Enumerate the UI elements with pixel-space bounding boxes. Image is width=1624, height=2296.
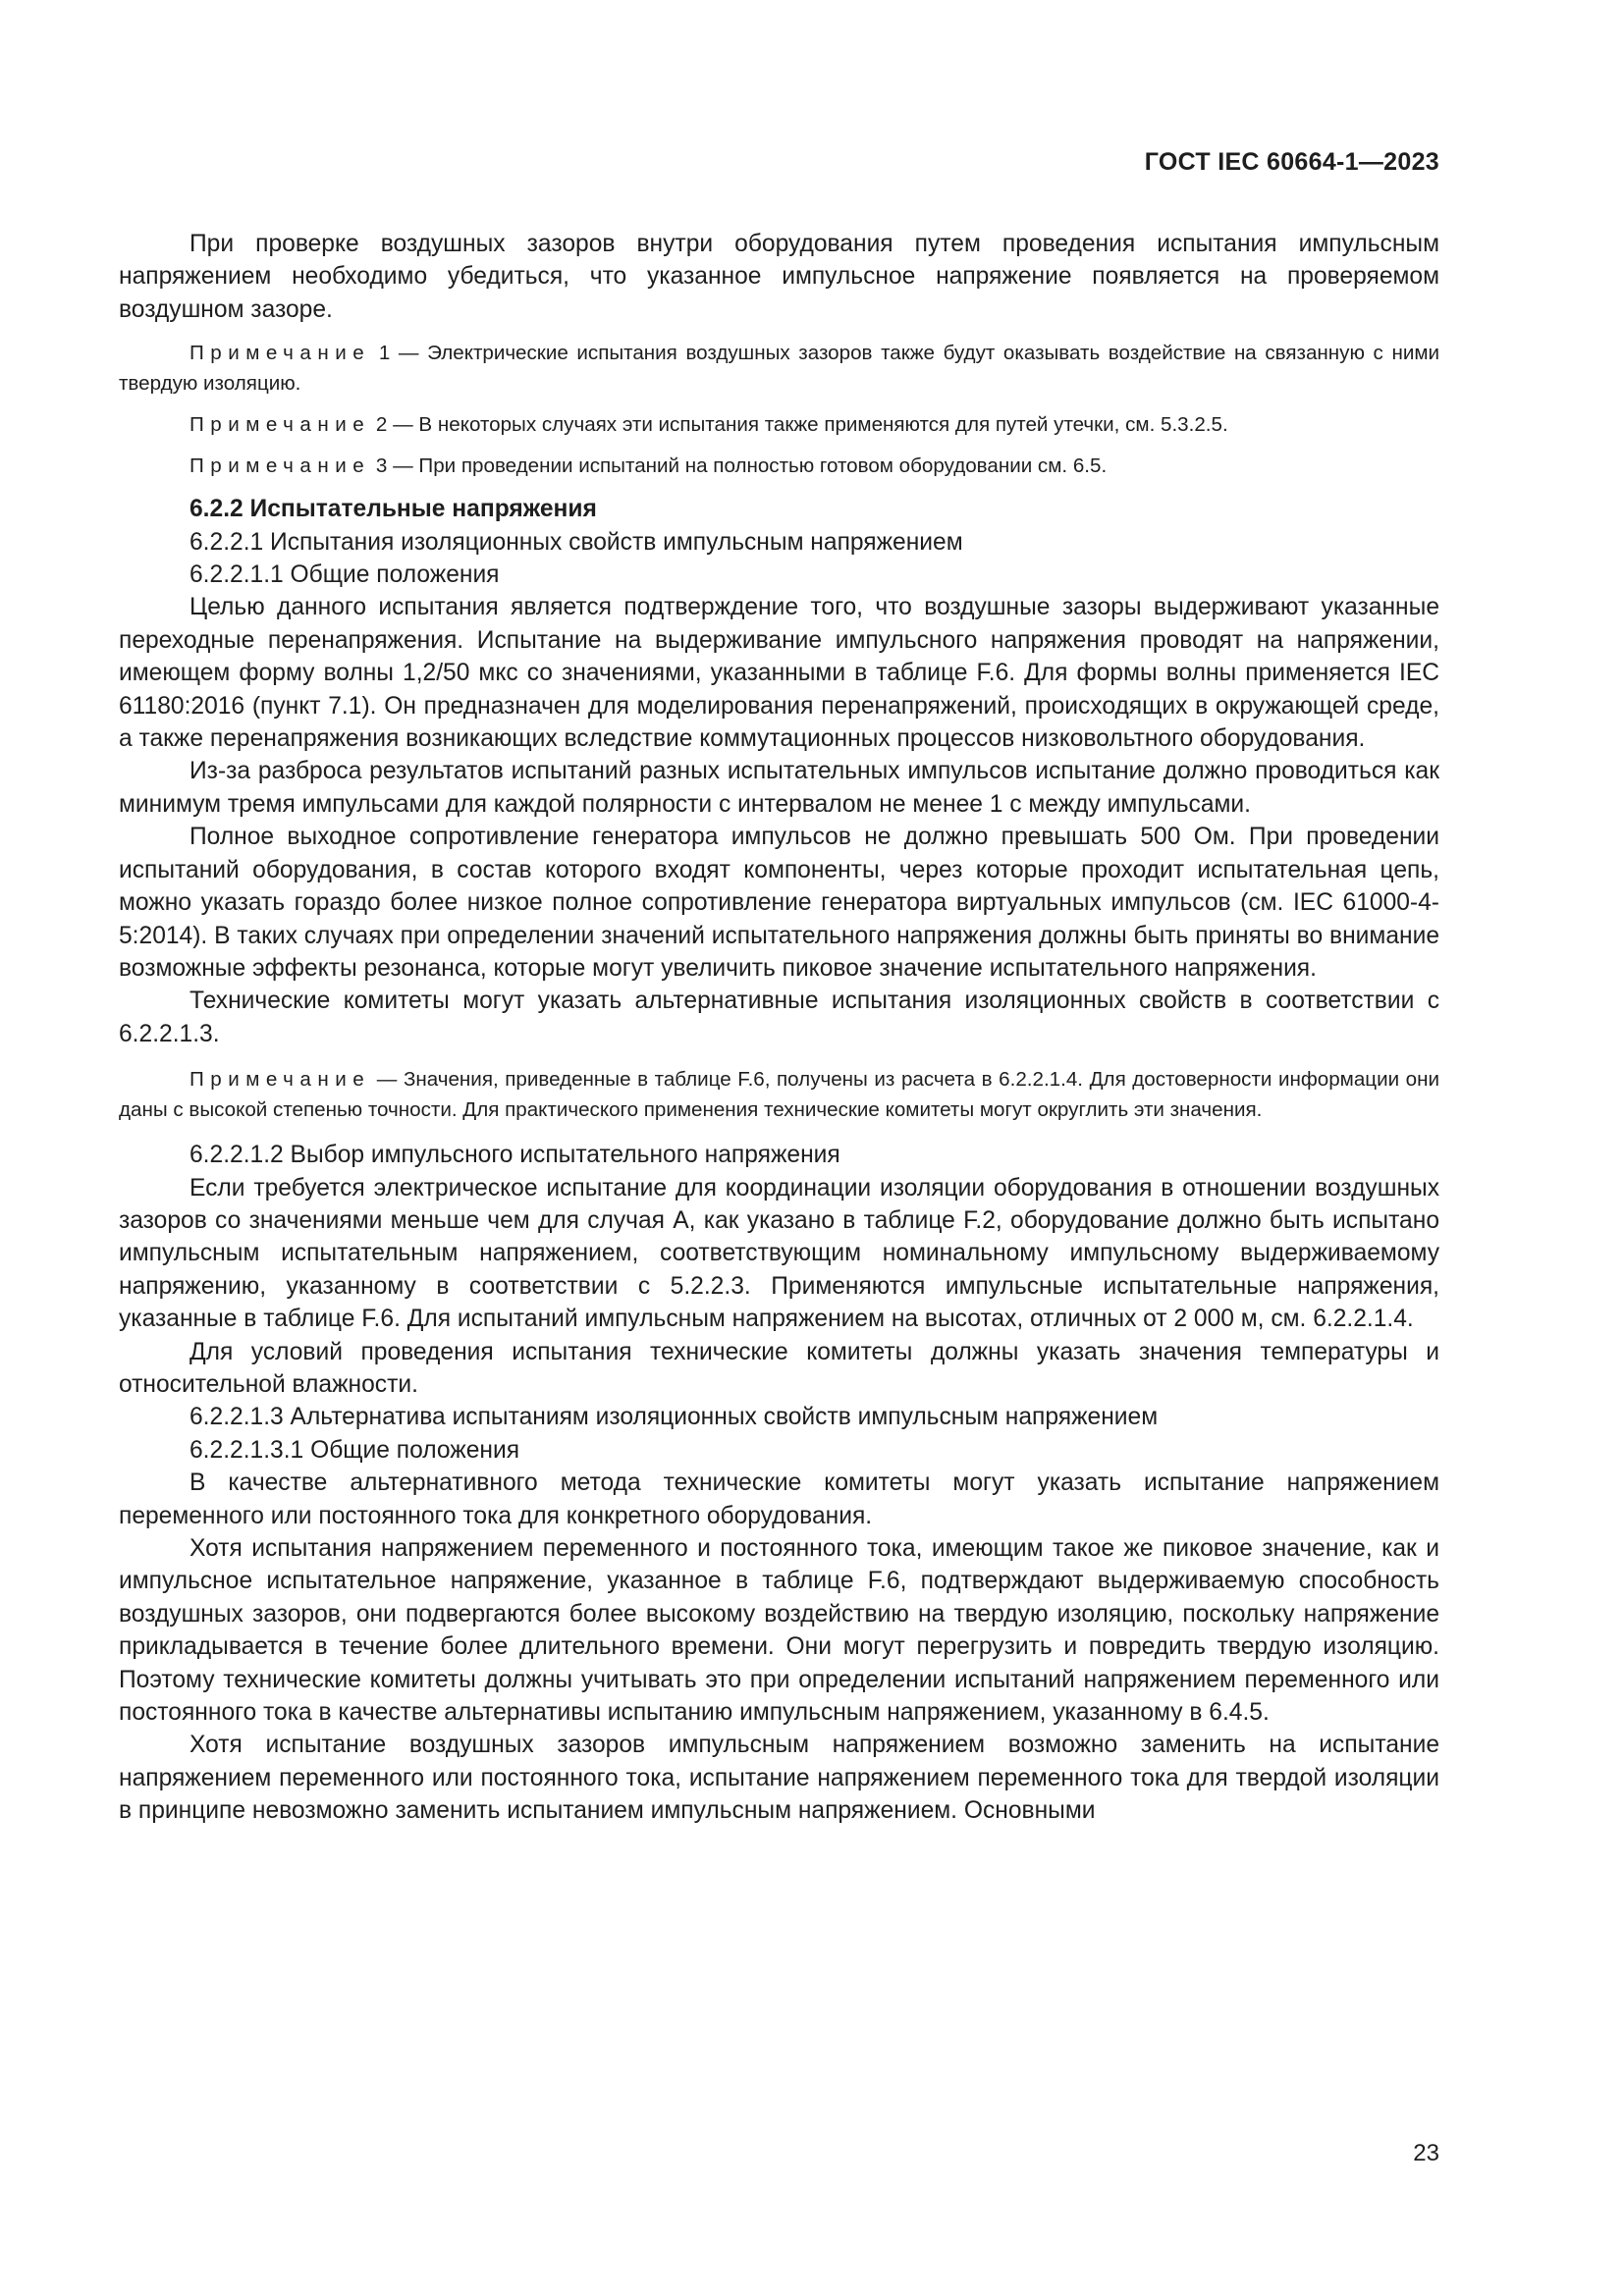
subsection-heading: 6.2.2.1.1 Общие положения	[189, 561, 500, 589]
paragraph: В качестве альтернативного метода технические комитеты могут указать испытание напряжением переменного или постоянного тока для конкретного оборудования.	[119, 1469, 1439, 1529]
note-text: 1 — Электрические испытания воздушных зазоров также будут оказывать воздействие на связанную с ними твердую изоляцию.	[119, 342, 1439, 396]
note-label: Примечание	[189, 454, 371, 478]
paragraph: Из-за разброса результатов испытаний разных испытательных импульсов испытание должно проводиться как минимум тремя импульсами для каждой полярности с интервалом не менее 1 с между импульсами.	[119, 758, 1439, 818]
note	[119, 409, 1439, 440]
paragraph: Технические комитеты могут указать альтернативные испытания изоляционных свойств в соответствии с 6.2.2.1.3.	[119, 988, 1439, 1047]
note-label: Примечание	[189, 1068, 371, 1092]
paragraph: Целью данного испытания является подтверждение того, что воздушные зазоры выдерживают указанные переходные перенапряжения. Испытание на выдерживание импульсного напряжения проводят на напряжении, имеющем форму волны 1,2/50 мкс со значениями, указанными в таблице F.6. Для формы волны применяется IEC 61180:2016 (пункт 7.1). Он предназначен для моделирования перенапряжений, происходящих в окружающей среде, а также перенапряжения возникающих вследствие коммутационных процессов низковольтного оборудования.	[119, 594, 1439, 753]
standard-designation: ГОСТ IEC 60664-1—2023	[1144, 148, 1439, 176]
subsection-heading: 6.2.2.1.3.1 Общие положения	[189, 1436, 520, 1464]
page-content	[119, 228, 1439, 1828]
paragraph: При проверке воздушных зазоров внутри оборудования путем проведения испытания импульсным напряжением необходимо убедиться, что указанное импульсное напряжение появляется на проверяемом воздушном зазоре.	[119, 231, 1439, 323]
note-text: 3 — При проведении испытаний на полностью готовом оборудовании см. 6.5.	[370, 454, 1108, 478]
note	[119, 451, 1439, 481]
paragraph: Если требуется электрическое испытание для координации изоляции оборудования в отношении воздушных зазоров со значениями меньше чем для случая А, как указано в таблице F.2, оборудование должно быть испытано импульсным испытательным напряжением, соответствующим номинальному импульсному выдерживаемому напряжению, указанному в соответствии с 5.2.2.3. Применяются импульсные испытательные напряжения, указанные в таблице F.6. Для испытаний импульсным напряжением на высотах, отличных от 2 000 м, см. 6.2.2.1.4.	[119, 1174, 1439, 1333]
note	[119, 338, 1439, 399]
section-heading: 6.2.2 Испытательные напряжения	[189, 496, 597, 523]
page-number: 23	[1413, 2140, 1439, 2166]
paragraph: Для условий проведения испытания технические комитеты должны указать значения температуры и относительной влажности.	[119, 1338, 1439, 1398]
subsection-heading: 6.2.2.1.2 Выбор импульсного испытательного напряжения	[189, 1142, 840, 1169]
note-text: 2 — В некоторых случаях эти испытания также применяются для путей утечки, см. 5.3.2.5.	[370, 413, 1228, 437]
paragraph: Хотя испытание воздушных зазоров импульсным напряжением возможно заменить на испытание напряжением переменного или постоянного тока, испытание напряжением переменного тока для твердой изоляции в принципе невозможно заменить испытанием импульсным напряжением. Основными	[119, 1732, 1439, 1825]
note	[119, 1064, 1439, 1125]
note-label: Примечание	[189, 342, 371, 365]
paragraph: Хотя испытания напряжением переменного и постоянного тока, имеющим такое же пиковое значение, как и импульсное испытательное напряжение, указанное в таблице F.6, подтверждают выдерживаемую способность воздушных зазоров, они подвергаются более высокому воздействию на твердую изоляцию, поскольку напряжение прикладывается в течение более длительного времени. Они могут перегрузить и повредить твердую изоляцию. Поэтому технические комитеты должны учитывать это при определении испытаний напряжением переменного или постоянного тока в качестве альтернативы испытанию импульсным напряжением, указанному в 6.4.5.	[119, 1535, 1439, 1727]
paragraph: Полное выходное сопротивление генератора импульсов не должно превышать 500 Ом. При проведении испытаний оборудования, в состав которого входят компоненты, через которые проходит испытательная цепь, можно указать гораздо более низкое полное сопротивление генератора виртуальных импульсов (см. IEC 61000-4-5:2014). В таких случаях при определении значений испытательного напряжения должны быть приняты во внимание возможные эффекты резонанса, которые могут увеличить пиковое значение испытательного напряжения.	[119, 824, 1439, 982]
note-label: Примечание	[189, 413, 371, 437]
note-text: — Значения, приведенные в таблице F.6, получены из расчета в 6.2.2.1.4. Для достоверности информации они даны с высокой степенью точности. Для практического применения технические комитеты могут округлить эти значения.	[119, 1068, 1440, 1122]
subsection-heading: 6.2.2.1 Испытания изоляционных свойств импульсным напряжением	[189, 528, 963, 556]
subsection-heading: 6.2.2.1.3 Альтернатива испытаниям изоляционных свойств импульсным напряжением	[189, 1404, 1159, 1431]
